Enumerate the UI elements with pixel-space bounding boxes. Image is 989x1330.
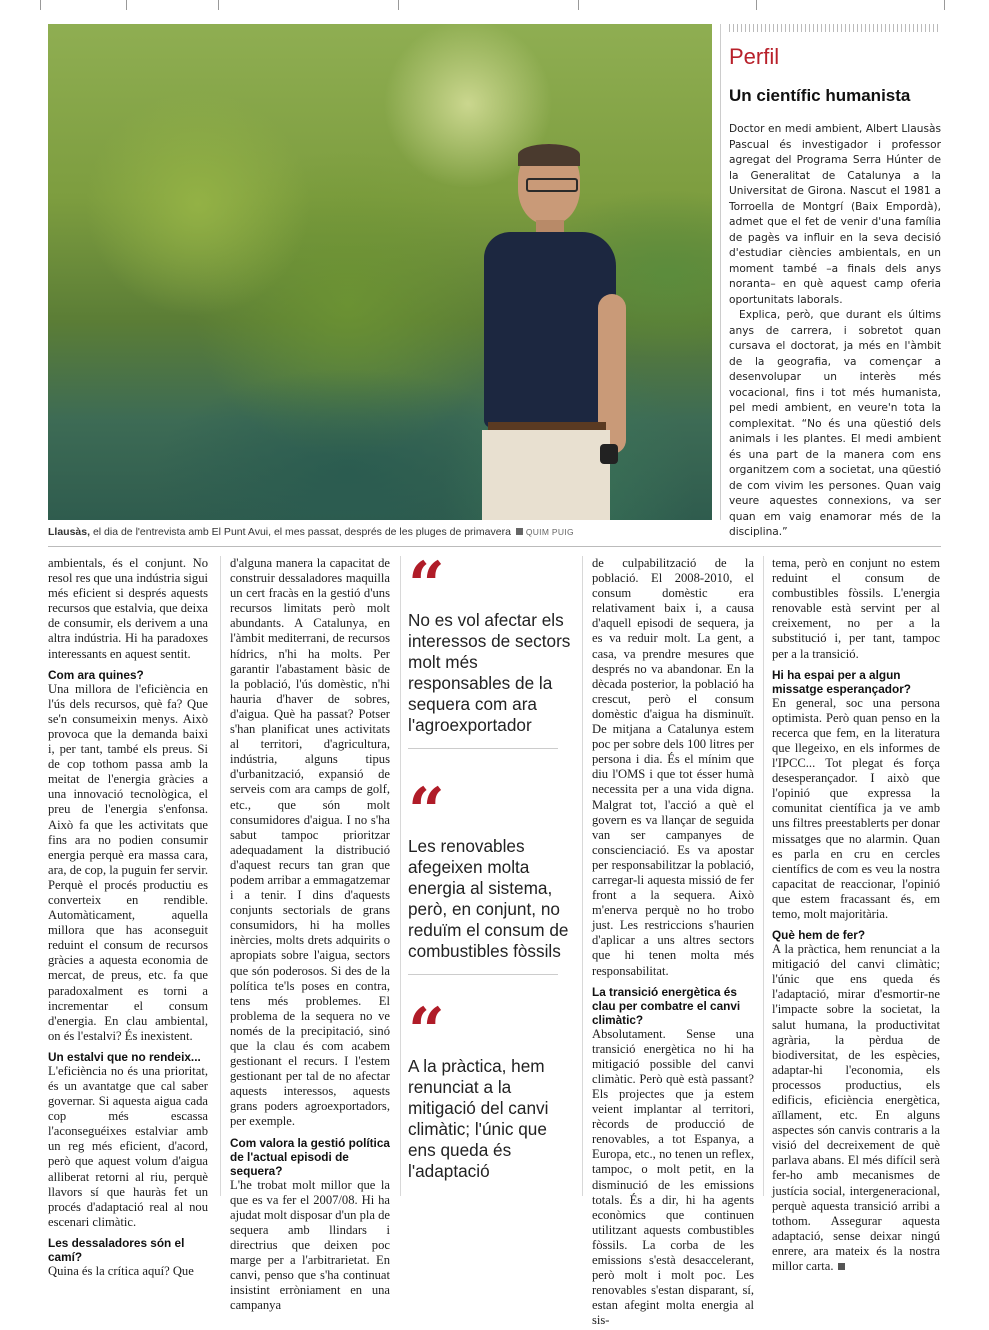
question-heading: Què hem de fer? (772, 928, 866, 943)
paragraph: Quina és la crítica aquí? Que (48, 1263, 194, 1278)
caption-text: el dia de l'entrevista amb El Punt Avui, el mes passat, després de les pluges de primavera (90, 526, 511, 538)
quote-mark-icon: “ (408, 548, 439, 623)
profile-divider (720, 24, 721, 520)
pull-quote (408, 774, 572, 975)
caption-name: Llausàs, (48, 526, 91, 538)
person-figure (478, 144, 638, 520)
square-icon (516, 528, 523, 535)
column-divider (400, 556, 401, 1196)
quote-text: No es vol afectar els interessos de sectors molt més responsables de la sequera com ara l'agroexportador (408, 610, 571, 735)
profile-box (729, 24, 941, 538)
column-divider (220, 556, 221, 1196)
profile-stripe (729, 24, 941, 32)
question-heading: La transició energètica és clau per combatre el canvi climàtic? (592, 984, 741, 1027)
profile-paragraph: Doctor en medi ambient, Albert Llausàs Pascual és investigador i professor agregat del Programa Serra Húnter de la Generalitat de Catalunya a la Universitat de Girona. Nascut el 1981 a Torroella de Montgrí (Baix Empordà), admet que el fet de venir d'una família de pagès va influir en la seva decisió d'estudiar ciències ambientals, en un moment també –a finals dels anys noranta– en què aquest camp oferia oportunitats laborals. (729, 123, 941, 306)
question-heading: Com valora la gestió política de l'actual episodi de sequera? (230, 1135, 390, 1178)
photo-caption (48, 526, 712, 538)
paragraph: d'alguna manera la capacitat de construir dessaladores maquilla un cert fracàs en la gestió d'uns recursos limitats però molt abundants. A Catalunya, en l'àmbit mediterrani, de recursos hídrics, n'hi ha molts. Per garantir l'abastament bàsic de la població, l'ús domèstic, n'hi hauria d'haver de sobres, d'aigua. Què ha passat? Potser s'han planificat unes activitats al territori, d'agricultura, indústria, alguns tipus d'urbanització, expansió de serveis com ara camps de golf, etc., que són molt consumidores d'aigua. I no s'ha sabut tampoc prioritzar adequadament la distribució d'aquest recurs tan gran que podem arribar a emmagatzemar i a tenir. I dins d'aquests conjunts sectorials de grans consumidors, hi ha molles inèrcies, molts drets adquirits o apropiats sobre l'aigua, sectors que són poderosos. Si des de la política te'ls poses en contra, tens més problemes. El problema de la sequera no ve només de la precipitació, sinó que la clau és com acabem gestionant el recurs. I l'estem gestionant per tal de no afectar aquests interessos, aquests grans poders agroexportadors, per exemple. (230, 556, 390, 1129)
paragraph: Absolutament. Sense una transició energètica no hi ha mitigació possible del canvi climàtic. Però què està passant? Els projectes que ja estem veient implantar al territori, rècords de producció de renovables, a tot Espanya, a Europa, etc., no tenen un reflex, tampoc, o molt petit, en la disminució de les emissions totals. És a dir, hi ha agents econòmics que continuen utilitzant aquests combustibles fòssils. La corba de les emissions s'està desaccelerant, però molt i molt poc. Les renovables s'estan disparant, sí, estan afegint molta energia al sis- (592, 1026, 754, 1328)
column-divider (582, 556, 583, 1196)
article-column-4 (592, 556, 754, 1330)
paragraph (772, 942, 940, 1274)
question-heading: Hi ha espai per a algun missatge esperançador? (772, 667, 911, 696)
profile-paragraph: Explica, però, que durant els últims anys de carrera, i sobretot quan cursava el doctorat, ja més en l'àmbit de la geografia, va començar a desenvolupar un interès més vocacional, fins i tot més humanista, pel medi ambient, en veure'n tota la complexitat. “No és una qüestió dels animals i les plantes. El medi ambient és una part de la manera com ens organitzem com a societat, una qüestió de com vivim les persones. Quan vaig veure aquestes connexions, va ser quan em vaig enamorar més de la disciplina.” (729, 309, 941, 538)
divider (48, 546, 941, 547)
photo-credit: QUIM PUIG (525, 527, 574, 537)
paragraph: Una millora de l'eficiència en l'ús dels recursos, què fa? Que se'n consumeixin menys. Això provoca que la demanda baixi i, per tant, també els preus. Si de cop tothom passa amb la meitat de l'energia gràcies a una innovació tecnològica, el preu de l'energia s'enfonsa. Això fa que les activitats que fins ara no podien consumir energia perquè era massa cara, ara, de cop, la puguin fer servir. Perquè el procés productiu es converteix en rendible. Automàticament, aquella millora que has aconseguit reduint el consum de recursos gràcies a aquesta economia de mercat, de preus, etc. fa que paradoxalment es torni a incrementar el consum d'energia. En clau ambiental, on és l'estalvi? És inexistent. (48, 681, 208, 1043)
quote-text: Les renovables afegeixen molta energia al sistema, però, en conjunt, no reduïm el consum de combustibles fòssils (408, 836, 569, 961)
profile-label: Perfil (729, 44, 780, 69)
article-photo (48, 24, 712, 520)
paragraph-text: A la pràctica, hem renunciat a la mitigació del canvi climàtic; l'únic que ens queda és l'adaptació, mirar d'esmortir-ne l'impacte sobre la societat, la salut humana, la productivitat agrària, la pèrdua de biodiversitat, de les espècies, adaptar-hi l'economia, els processos productius, els edificis, eficiència energètica, aïllament, etc. En alguns aspectes són canvis contraris a la visió del decreixement de què parlava abans. El més difícil serà fer-ho amb mecanismes de justícia social, intergeneracional, perquè aquesta transició arribi a tothom. Assegurar aquesta adaptació, sense deixar ningú enrere, ara mateix és la nostra millor carta. (772, 942, 940, 1274)
profile-body (729, 122, 941, 541)
article-column-2 (230, 556, 390, 1314)
paragraph: ambientals, és el conjunt. No resol res que una indústria sigui més eficient si després aquests recursos que estalvia, que deixa de consumir, els derivem a una altra indústria. Hi ha paradoxes interessants en aquest sentit. (48, 556, 208, 661)
profile-title: Un científic humanista (729, 86, 911, 105)
pull-quote (408, 994, 572, 1182)
question-heading: Un estalvi que no rendeix... (48, 1049, 201, 1064)
question-heading: Com ara quines? (48, 667, 144, 682)
paragraph: L'eficiència no és una prioritat, és un avantatge que cal saber governar. Si aquesta aigua cada cop més escassa l'aconseguéixes estalviar amb un reg més eficient, d'acord, però que aquest volum d'aigua alliberat retorni al riu, perquè llavors sí que hauràs fet un procés d'adaptació real al nou escenari climàtic. (48, 1063, 208, 1229)
pull-quote (408, 548, 572, 749)
paragraph: En general, soc una persona optimista. Però quan penso en la recerca que fem, en la literatura que llegeixo, en els informes de l'IPCC... Tot plegat és força desesperançador. I això que l'opinió que expressa la comunitat científica ja ve amb uns filtres preestablerts per donar missatges que no alarmin. Quan es parla en cru en cercles científics de com es veu la nostra capacitat de reaccionar, l'opinió que estem fracassant és, em temo, molt majoritària. (772, 695, 940, 921)
article-column-1 (48, 556, 208, 1280)
paragraph: tema, però en conjunt no estem reduint el consum de combustibles fòssils. L'energia renovable està servint per al creixement, no per a la substitució i, per tant, tampoc per a la transició. (772, 556, 940, 661)
article-column-5 (772, 556, 940, 1275)
quote-mark-icon: “ (408, 774, 439, 849)
paragraph: de culpabilització de la població. El 2008-2010, el consum domèstic era relativament baix i, a causa d'aquell episodi de sequera, ja es va reduir molt. La gent, a casa, va prendre mesures que després no va abandonar. En la dècada posterior, la població ha crescut, però el consum domèstic d'aigua ha disminuït. De mitjana a Catalunya estem poc per sobre dels 100 litres per persona i dia. És el mínim que diu l'OMS i que tot ésser humà necessita per a una vida digna. Malgrat tot, l'acció a què el govern es va llançar de seguida van ser campanyes de conscienciació. Es va apostar per responsabilitzar la població, carregar-li aquesta missió de fer front a la sequera. Això m'enerva perquè no ho trobo just. Les restriccions s'haurien d'aplicar a uns altres sectors que hi tenen molta més responsabilitat. (592, 556, 754, 978)
quote-mark-icon: “ (408, 994, 439, 1069)
question-heading: Les dessaladores són el camí? (48, 1235, 185, 1264)
column-divider (763, 556, 764, 1196)
paragraph: L'he trobat molt millor que la que es va fer el 2007/08. Hi ha ajudat molt disposar d'un pla de sequera amb llindars i directrius que deixen poc marge per a l'arbitrarietat. En canvi, penso que s'ha continuat insistint erròniament en una campanya (230, 1177, 391, 1313)
quote-text: A la pràctica, hem renunciat a la mitigació del canvi climàtic; l'únic que ens queda és l'adaptació (408, 1056, 549, 1181)
top-rule-marks (0, 0, 989, 10)
end-square-icon (838, 1263, 845, 1270)
